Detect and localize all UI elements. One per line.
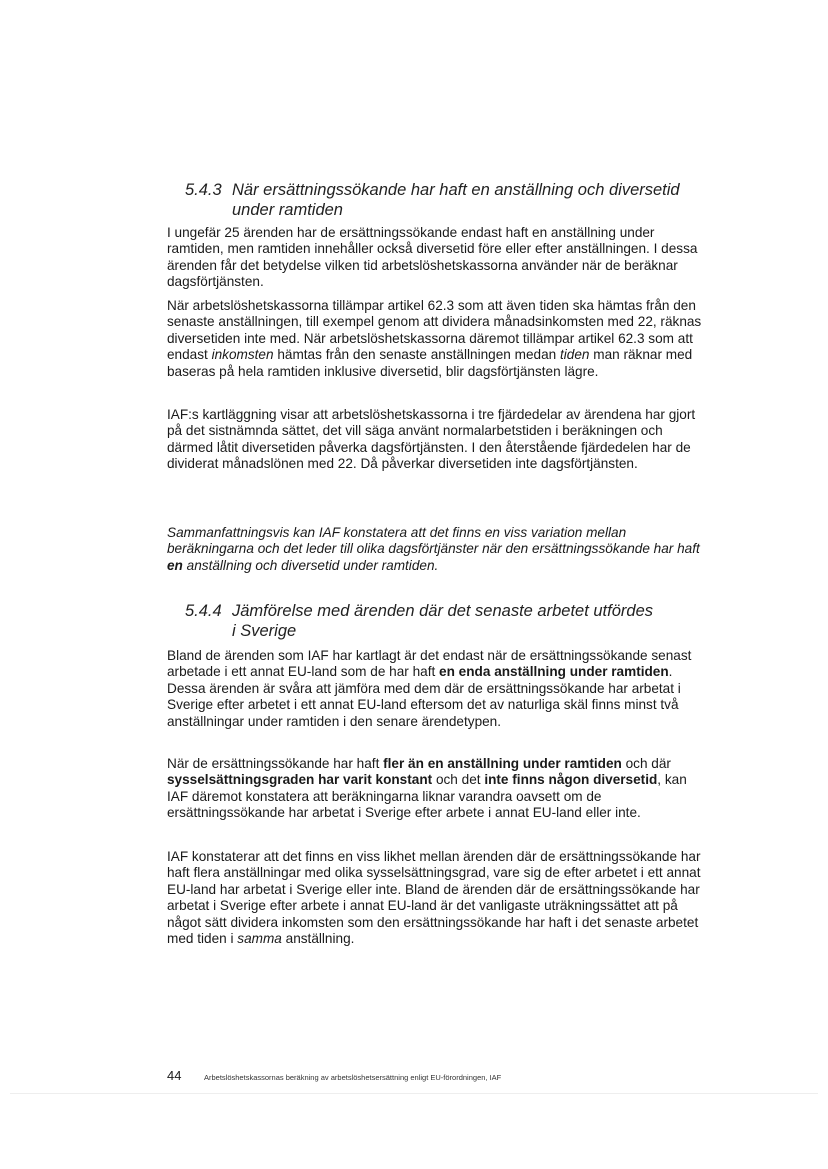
section-title-line2: under ramtiden xyxy=(232,201,343,219)
summary-paragraph xyxy=(167,525,707,574)
bold-phrase: sysselsättningsgraden har varit konstant xyxy=(167,772,433,788)
paragraph-2 xyxy=(167,298,707,380)
paragraph-6-text: IAF konstaterar att det finns en viss likhet mellan ärenden där de ersättningssökande har haft flera anställningar med olika sysselsättningsgrad, vare sig de efter arbetet i ett annat EU-land har arbetat i Sverige eller inte. Bland de ärenden där de ersättningssökande har arbetat i Sverige efter arbete i annat EU-land är det vanligaste uträkningssättet att på något sätt dividera inkomsten som den ersättningssökande har haft i det senaste arbetet med tiden i xyxy=(167,849,701,947)
paragraph-2-text: hämtas från den senaste anställningen medan xyxy=(273,347,560,363)
section-number: 5.4.3 xyxy=(185,181,222,199)
bold-phrase: fler än en anställning under ramtiden xyxy=(383,756,622,771)
section-title-line1: Jämförelse med ärenden där det senaste arbetet utfördes xyxy=(232,602,653,620)
section-title-line1: När ersättningssökande har haft en anställning och diversetid xyxy=(232,181,680,199)
paragraph-4-text: Bland de ärenden som IAF har kartlagt är det endast när de ersättningssökande senast arbetade i ett annat EU-land som de har haft xyxy=(167,648,692,680)
footer-divider xyxy=(10,1093,818,1094)
emphasis-samma: samma xyxy=(237,931,282,947)
paragraph-5-text: När de ersättningssökande har haft xyxy=(167,756,384,771)
footer-text: Arbetslöshetskassornas beräkning av arbetslöshetsersättning enligt EU-förordningen, IAF xyxy=(204,1073,502,1082)
emphasis-tiden: tiden xyxy=(559,347,590,363)
page-number: 44 xyxy=(167,1068,182,1083)
paragraph-4-text: . Dessa ärenden är svåra att jämföra med dem där de ersättningssökande har arbetat i Sverige efter arbetet i ett annat EU-land eftersom det av naturliga skäl finns minst två anställningar under ramtiden i den senare ärendetypen. xyxy=(167,664,681,729)
section-number: 5.4.4 xyxy=(185,602,222,620)
paragraph-2-text: man räknar med baseras på hela ramtiden inklusive diversetid, blir dagsförtjänsten lägre. xyxy=(167,347,693,379)
paragraph-1: I ungefär 25 ärenden har de ersättningssökande endast haft en anställning under ramtiden, men ramtiden innehåller också diversetid före eller efter anställningen. I dessa ärenden får det betydelse vilken tid arbetslöshetskassorna använder när de beräknar dagsförtjänsten. xyxy=(167,225,698,290)
summary-bold-en: en xyxy=(167,557,183,573)
paragraph-2-text: När arbetslöshetskassorna tillämpar artikel 62.3 som att även tiden ska hämtas från den senaste anställningen, till exempel genom att dividera månadsinkomsten med 22, räknas diversetiden inte med. När arbetslöshetskassorna däremot tillämpar artikel 62.3 som att endast xyxy=(167,298,702,363)
paragraph-3: IAF:s kartläggning visar att arbetslöshetskassorna i tre fjärdedelar av ärendena har gjort på det sistnämnda sättet, det vill säga använt normalarbetstiden i beräkningen och därmed låtit diversetiden påverka dagsförtjänsten. I den återstående fjärdedelen har de dividerat månadslönen med 22. Då påverkar diversetiden inte dagsförtjänsten. xyxy=(167,407,696,472)
paragraph-5-text: och det xyxy=(432,772,485,788)
summary-text: Sammanfattningsvis kan IAF konstatera att det finns en viss variation mellan beräkningarna och det leder till olika dagsförtjänster när den ersättningssökande har haft xyxy=(167,525,700,557)
emphasis-inkomsten: inkomsten xyxy=(211,347,274,363)
section-title-line2: i Sverige xyxy=(232,622,297,640)
summary-text: anställning och diversetid under ramtiden. xyxy=(182,557,439,573)
section-heading-5-4-4 xyxy=(185,601,745,641)
paragraph-6 xyxy=(167,849,707,947)
bold-phrase: en enda anställning under ramtiden xyxy=(439,664,669,680)
bold-phrase: inte finns någon diversetid xyxy=(484,772,658,788)
section-heading-5-4-3 xyxy=(185,180,745,220)
paragraph-6-text: anställning. xyxy=(281,931,355,947)
paragraph-5 xyxy=(167,756,707,822)
paragraph-5-text: , kan IAF däremot konstatera att beräkningarna liknar varandra oavsett om de ersättningssökande har arbetat i Sverige efter arbete i annat EU-land eller inte. xyxy=(167,772,687,821)
paragraph-5-text: och där xyxy=(621,756,671,771)
paragraph-4 xyxy=(167,648,707,730)
